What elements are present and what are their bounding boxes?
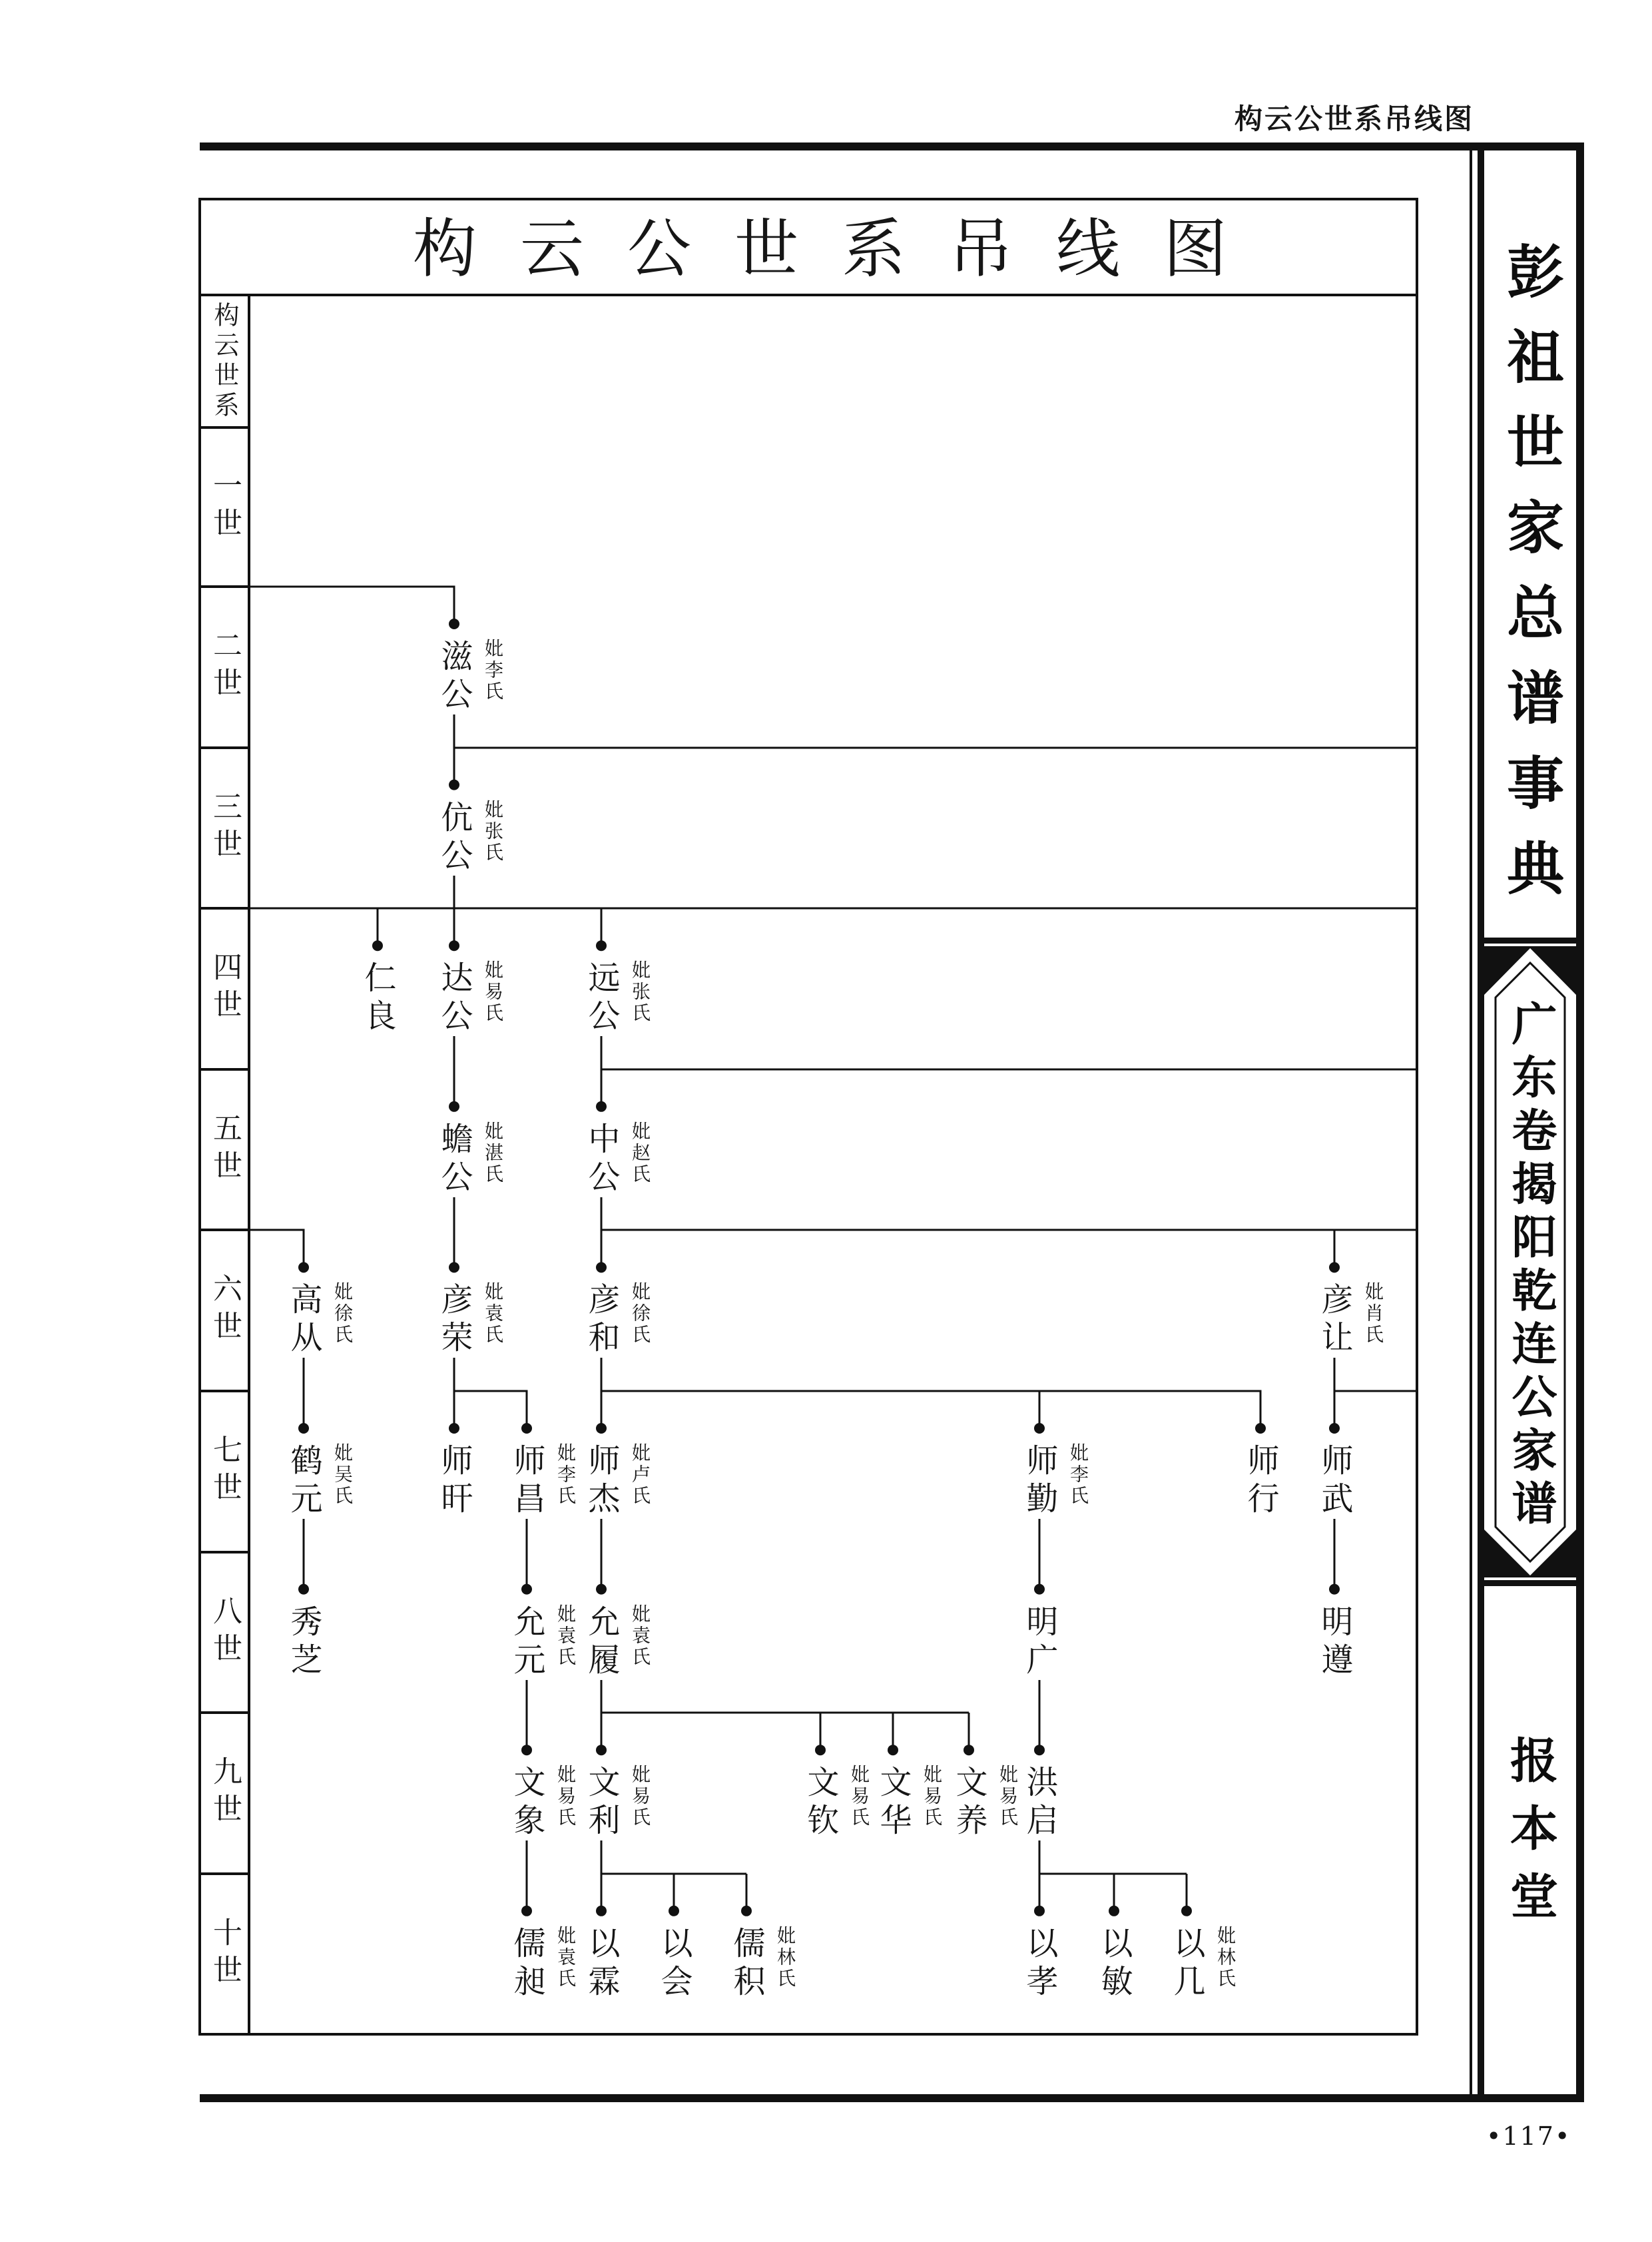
generation-label: 一世 [208,469,242,545]
member-name: 滋公 [435,639,473,715]
member-name: 师旰 [435,1444,473,1520]
member-name: 师昌 [508,1444,545,1520]
generation-label: 七世 [208,1434,242,1509]
spouse-note: 妣徐氏 [629,1282,651,1346]
member-name: 蟾公 [435,1121,473,1198]
member-name: 以孝 [1021,1926,1058,2002]
spouse-note: 妣袁氏 [629,1603,651,1668]
member-name: 以几 [1168,1926,1205,2002]
member-name: 允元 [508,1604,545,1681]
running-header: 构云公世系吊线图 [1234,103,1474,135]
generation-label: 十世 [208,1916,242,1992]
member-name: 仁良 [359,961,396,1037]
member-name: 允履 [583,1604,620,1681]
member-name: 秀芝 [285,1604,322,1681]
spouse-note: 妣袁氏 [482,1282,504,1346]
generation-label: 三世 [208,790,242,866]
member-name: 文钦 [802,1765,839,1842]
spouse-note: 妣林氏 [774,1925,796,1990]
member-name: 洪启 [1021,1765,1058,1842]
member-name: 远公 [583,961,620,1037]
member-name: 明遵 [1316,1604,1353,1681]
generation-label: 八世 [208,1595,242,1670]
spouse-note: 妣肖氏 [1362,1282,1384,1346]
spouse-note: 妣易氏 [997,1765,1019,1829]
spouse-note: 妣易氏 [921,1765,943,1829]
member-name: 以霖 [583,1926,620,2002]
member-name: 彦荣 [435,1282,473,1359]
hall-name: 报本堂 [1502,1735,1558,1939]
generation-label: 六世 [208,1273,242,1348]
generation-label: 五世 [208,1112,242,1187]
member-name: 彦和 [583,1282,620,1359]
spouse-note: 妣易氏 [555,1765,577,1829]
series-title: 彭祖世家总谱事典 [1497,242,1563,924]
member-name: 文养 [950,1765,987,1842]
spouse-note: 妣赵氏 [629,1121,651,1185]
spouse-note: 妣李氏 [1067,1443,1089,1507]
spouse-note: 妣吴氏 [332,1443,354,1507]
member-name: 伉公 [435,800,473,876]
spouse-note: 妣袁氏 [555,1603,577,1668]
member-name: 师行 [1242,1444,1279,1520]
member-name: 高从 [285,1282,322,1359]
spouse-note: 妣李氏 [482,639,504,702]
member-name: 鹤元 [285,1444,322,1520]
member-name: 师勤 [1021,1444,1058,1520]
member-name: 中公 [583,1121,620,1198]
spouse-note: 妣李氏 [555,1443,577,1507]
member-name: 师杰 [583,1444,620,1520]
member-name: 以敏 [1095,1926,1133,2002]
member-name: 以会 [655,1926,692,2002]
spouse-note: 妣易氏 [629,1765,651,1829]
member-name: 文华 [874,1765,912,1842]
spouse-note: 妣易氏 [482,960,504,1025]
spouse-note: 妣徐氏 [332,1282,354,1346]
generation-label: 九世 [208,1756,242,1830]
member-name: 儒昶 [508,1926,545,2002]
member-name: 文象 [508,1765,545,1842]
page-number: •117• [1486,2121,1571,2151]
member-name: 文利 [583,1765,620,1842]
generation-header: 构云世系 [210,301,239,421]
member-name: 明广 [1021,1604,1058,1681]
generation-label: 二世 [208,630,242,704]
spouse-note: 妣张氏 [482,799,504,864]
spouse-note: 妣袁氏 [555,1925,577,1990]
spouse-note: 妣卢氏 [629,1443,651,1507]
generation-label: 四世 [208,952,242,1026]
spouse-note: 妣张氏 [629,960,651,1025]
spouse-note: 妣湛氏 [482,1121,504,1185]
member-name: 儒积 [728,1926,765,2002]
spouse-note: 妣易氏 [848,1765,870,1829]
volume-title: 广东卷揭阳乾连公家谱 [1504,1000,1557,1533]
spouse-note: 妣林氏 [1215,1925,1237,1990]
member-name: 达公 [435,961,473,1037]
member-name: 师武 [1316,1444,1353,1520]
member-name: 彦让 [1316,1282,1353,1359]
chart-title: 构云公世系吊线图 [413,212,1270,286]
